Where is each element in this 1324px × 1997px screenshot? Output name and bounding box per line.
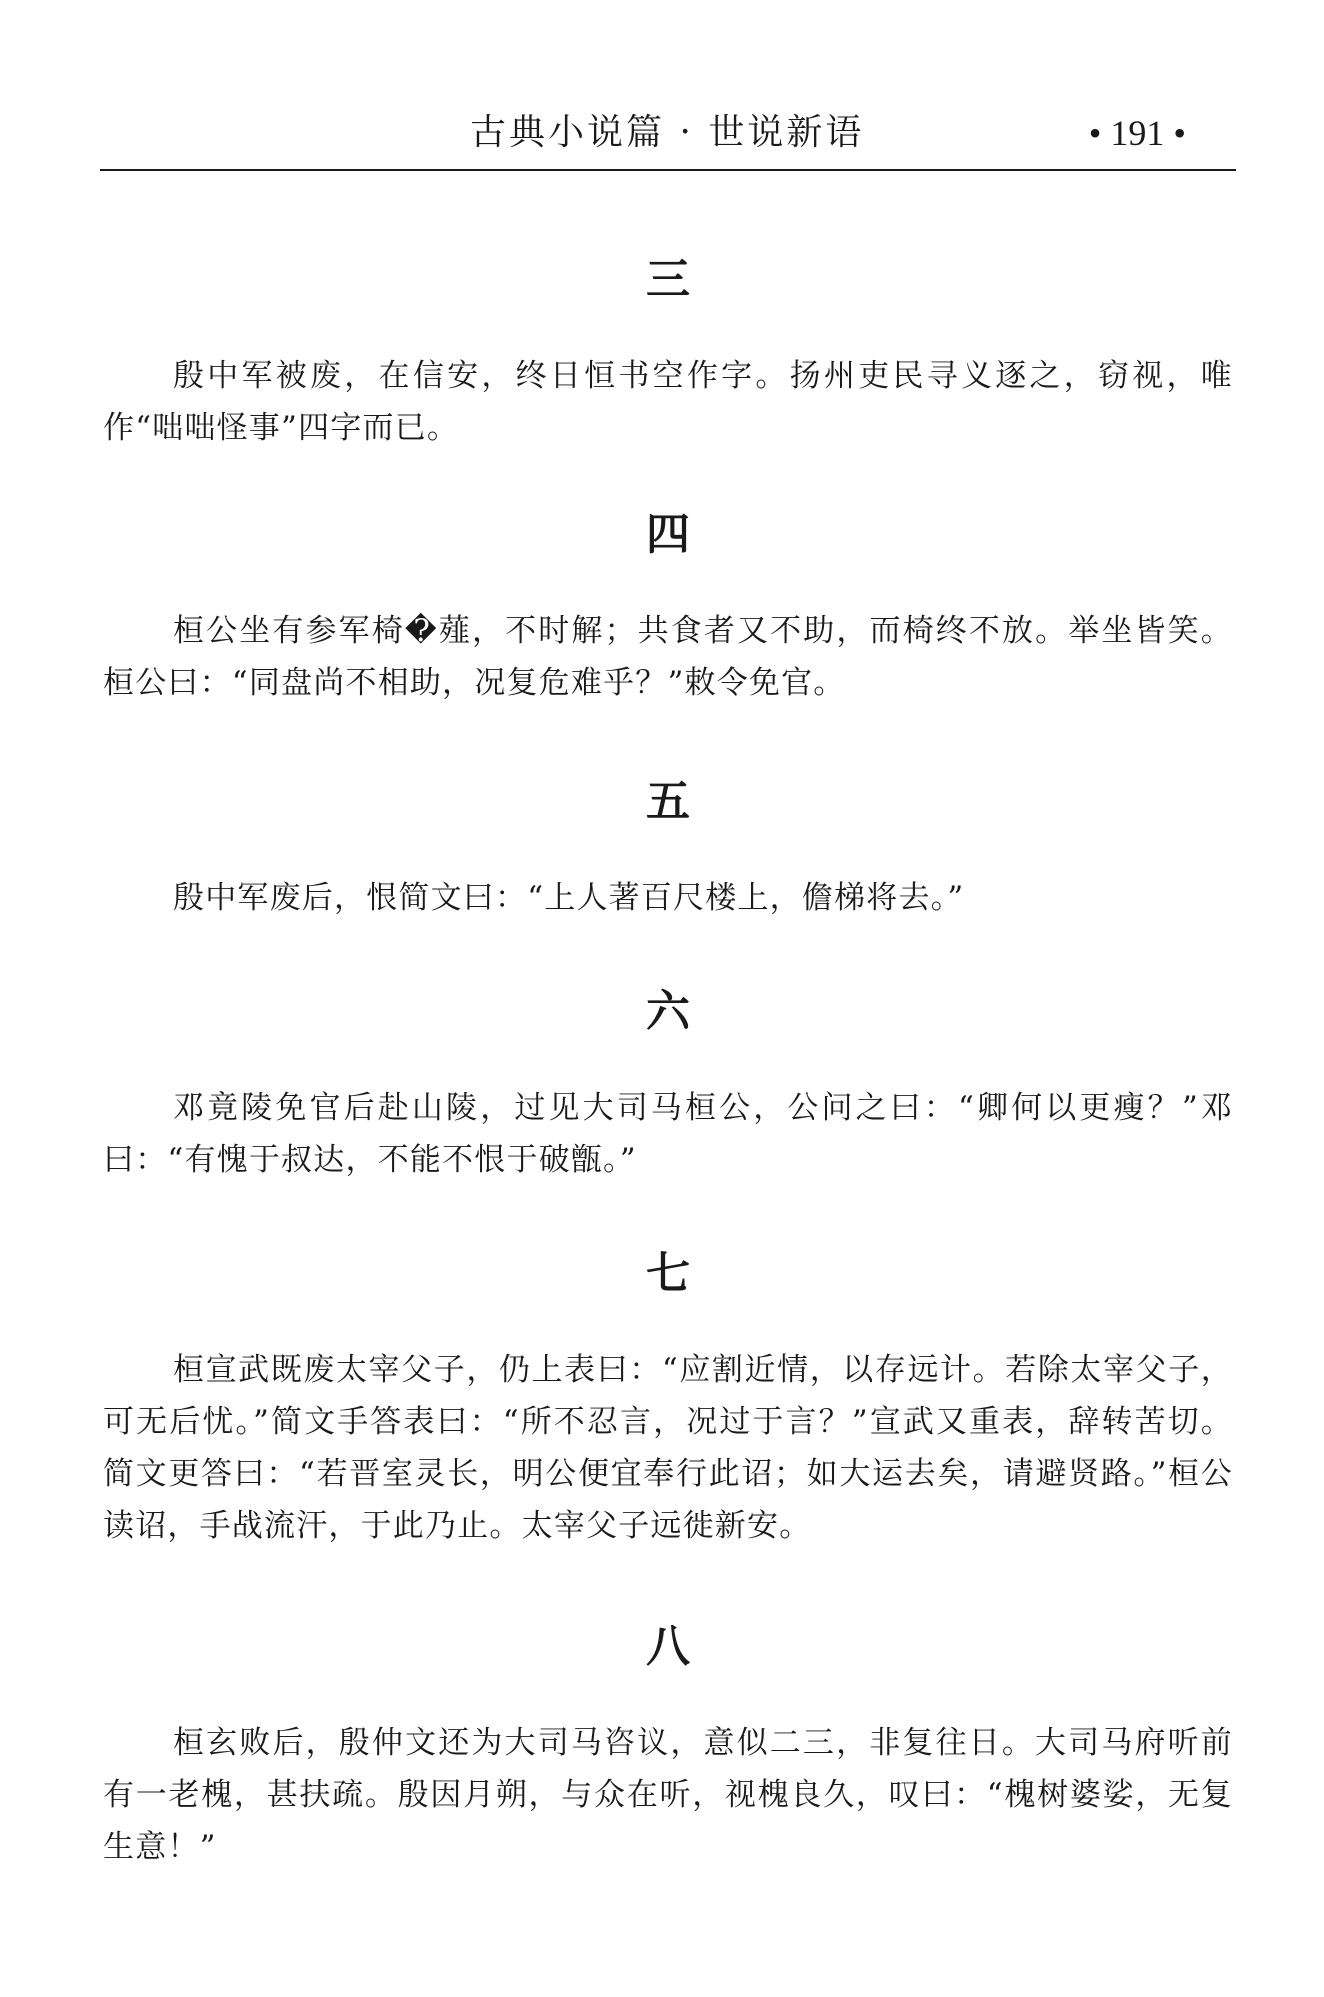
section-paragraph: 桓玄败后，殷仲文还为大司马咨议，意似二三，非复往日。大司马府听前有一老槐，甚扶疏。殷因月朔，与众在听，视槐良久，叹曰：“槐树婆娑，无复生意！”: [103, 1725, 1233, 1865]
section-heading: 八: [646, 1621, 690, 1672]
section-paragraph: 桓公坐有参军椅�薤，不时解；共食者又不助，而椅终不放。举坐皆笑。桓公曰：“同盘尚不相助，况复危难乎？”敕令免官。: [103, 613, 1233, 701]
section-paragraph: 邓竟陵免官后赴山陵，过见大司马桓公，公问之曰：“卿何以更瘦？”邓曰：“有愧于叔达，不能不恨于破甑。”: [103, 1090, 1233, 1178]
section-paragraph: 殷中军废后，恨简文曰：“上人著百尺楼上，儋梯将去。”: [173, 880, 965, 916]
running-header: [100, 108, 1236, 168]
section-8: [103, 1617, 1233, 1867]
section-heading: 七: [646, 1248, 690, 1299]
section-7: [103, 1244, 1233, 1617]
header-title: 古典小说篇 · 世说新语: [470, 112, 865, 153]
section-heading: 三: [646, 254, 690, 305]
section-5: [103, 772, 1233, 982]
section-paragraph: 殷中军被废，在信安，终日恒书空作字。扬州吏民寻义逐之，窃视，唯作“咄咄怪事”四字而已。: [103, 358, 1233, 446]
header-rule: [100, 169, 1236, 171]
section-3: [103, 250, 1233, 505]
page-number: • 191 •: [1088, 113, 1186, 153]
section-heading: 五: [646, 776, 690, 827]
page-content: [103, 250, 1233, 1867]
section-6: [103, 982, 1233, 1244]
section-4: [103, 505, 1233, 772]
section-heading: 六: [646, 986, 690, 1037]
section-paragraph: 桓宣武既废太宰父子，仍上表曰：“应割近情，以存远计。若除太宰父子，可无后忧。”简文手答表曰：“所不忍言，况过于言？”宣武又重表，辞转苦切。简文更答曰：“若晋室灵长，明公便宜奉行此诏；如大运去矣，请避贤路。”桓公读诏，手战流汗，于此乃止。太宰父子远徙新安。: [103, 1352, 1233, 1544]
section-heading: 四: [646, 509, 690, 560]
